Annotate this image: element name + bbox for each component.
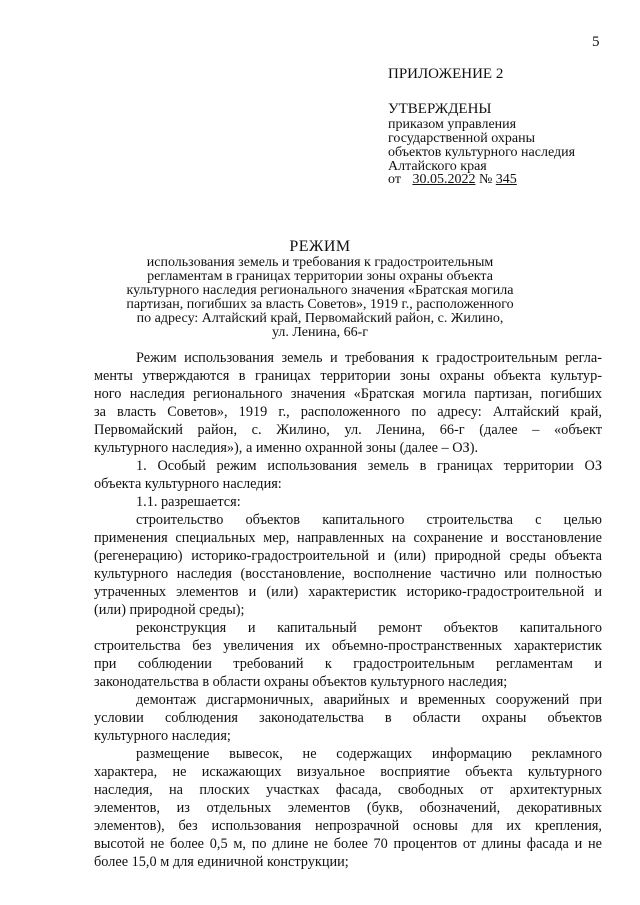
regime-subtitle-line: ул. Ленина, 66-г [271, 325, 369, 340]
regime-subtitle-line: по адресу: Алтайский край, Первомайский район, с. Жилино, [136, 311, 504, 326]
item-4-line: элементов, из отдельных элементов (букв, обозначений, декоративных [94, 800, 602, 816]
item-2-line: строительства без увеличения их объемно-пространственных характеристик [94, 638, 602, 654]
item-1-line: применения специальных мер, направленных на сохранение и восстановление [94, 530, 602, 546]
item-3-line: демонтаж дисгармоничных, аварийных и временных сооружений при [136, 692, 602, 708]
item-2-line: при соблюдении требований к градостроительным регламентам и [94, 656, 602, 672]
intro-line: за власть Советов», 1919 г., расположенного по адресу: Алтайский край, [94, 404, 602, 420]
section-1-1-heading: 1.1. разрешается: [136, 494, 241, 510]
page-number: 5 [592, 34, 600, 50]
item-4-line: элементов), без использования непрозрачной основы для их крепления, [94, 818, 602, 834]
approved-heading: УТВЕРЖДЕНЫ [388, 101, 492, 117]
item-4-line: характера, не искажающих визуальное восприятие объекта культурного [94, 764, 602, 780]
number-prefix: № [478, 172, 493, 187]
item-1-line: культурного наследия (восстановление, восполнение частично или полностью [94, 566, 602, 582]
approved-line: объектов культурного наследия [388, 145, 576, 160]
item-4-line: наследия, на плоских участках фасада, свободных от архитектурных [94, 782, 602, 798]
regime-subtitle-line: партизан, погибших за власть Советов», 1919 г., расположенного [126, 297, 514, 312]
approved-line: государственной охраны [388, 131, 536, 146]
regime-subtitle-line: регламентам в границах территории зоны охраны объекта [147, 269, 493, 284]
intro-line: менты утверждаются в границах территории зоны охраны объекта культур- [94, 368, 602, 384]
section-1-line: объекта культурного наследия: [94, 476, 282, 492]
intro-line: Режим использования земель и требования к градостроительным регла- [136, 350, 602, 366]
item-1-line: (регенерацию) историко-градостроительной и (или) природной среды объекта [94, 548, 602, 564]
intro-line: ного наследия регионального значения «Братская могила партизан, погибших [94, 386, 602, 402]
date-prefix: от [388, 172, 401, 187]
regime-subtitle-line: культурного наследия регионального значения «Братская могила [126, 283, 514, 298]
regime-title: РЕЖИМ [289, 238, 351, 255]
appendix-heading: ПРИЛОЖЕНИЕ 2 [388, 66, 504, 82]
intro-line: Первомайский район, с. Жилино, ул. Ленина, 66-г (далее – «объект [94, 422, 602, 438]
approved-line: приказом управления [388, 117, 517, 132]
item-3-line: условии соблюдения законодательства в области охраны объектов [94, 710, 602, 726]
item-1-line: (или) природной среды); [94, 602, 245, 618]
approved-line: Алтайского края [388, 159, 487, 174]
item-4-line: размещение вывесок, не содержащих информацию рекламного [136, 746, 602, 762]
regime-subtitle-line: использования земель и требования к градостроительным [146, 255, 494, 270]
item-4-line: высотой не более 0,5 м, по длине не более 70 процентов от длины фасада и не [94, 836, 602, 852]
intro-line: культурного наследия»), а именно охранной зоны (далее – ОЗ). [94, 440, 479, 456]
item-4-line: более 15,0 м для единичной конструкции; [94, 854, 349, 870]
item-3-line: культурного наследия; [94, 728, 231, 744]
item-1-line: строительство объектов капитального строительства с целью [136, 512, 602, 528]
item-1-line: утраченных элементов и (или) характеристик историко-градостроительной и [94, 584, 602, 600]
approval-date-line [388, 173, 517, 187]
item-2-line: реконструкция и капитальный ремонт объектов капитального [136, 620, 602, 636]
approval-number: 345 [495, 172, 517, 187]
approval-date: 30.05.2022 [412, 172, 476, 187]
item-2-line: законодательства в области охраны объектов культурного наследия; [94, 674, 508, 690]
section-1-line: 1. Особый режим использования земель в границах территории ОЗ [136, 458, 602, 474]
